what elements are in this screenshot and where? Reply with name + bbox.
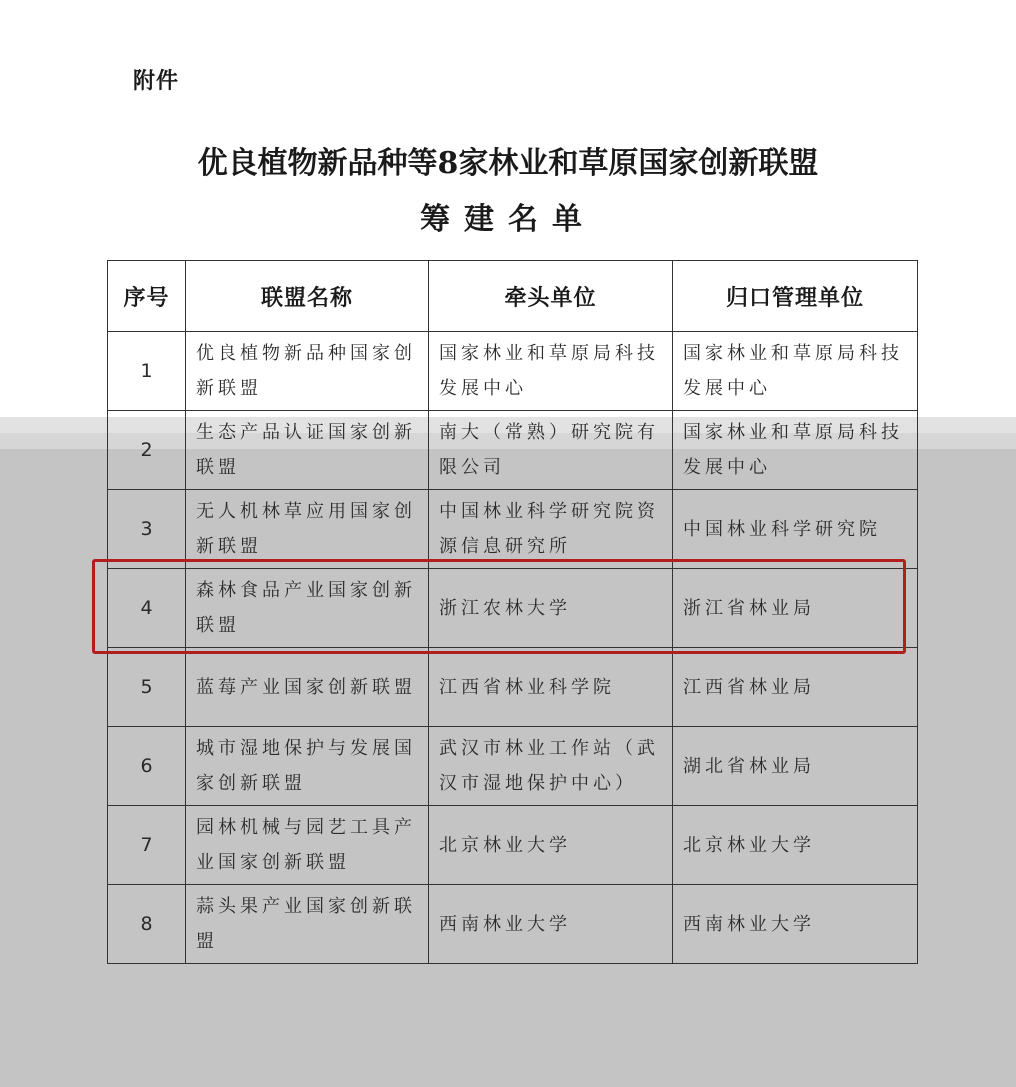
- alliance-name: 森林食品产业国家创新联盟: [186, 569, 429, 648]
- lead-unit: 北京林业大学: [429, 806, 673, 885]
- row-index: 7: [108, 806, 186, 885]
- header-alliance-name: 联盟名称: [186, 261, 429, 332]
- alliance-name: 城市湿地保护与发展国家创新联盟: [186, 727, 429, 806]
- lead-unit: 西南林业大学: [429, 885, 673, 964]
- header-lead-unit: 牵头单位: [429, 261, 673, 332]
- table-row: [108, 411, 918, 490]
- header-admin-unit: 归口管理单位: [673, 261, 918, 332]
- admin-unit: 中国林业科学研究院: [673, 490, 918, 569]
- alliance-name: 园林机械与园艺工具产业国家创新联盟: [186, 806, 429, 885]
- admin-unit: 湖北省林业局: [673, 727, 918, 806]
- row-index: 6: [108, 727, 186, 806]
- lead-unit: 江西省林业科学院: [429, 648, 673, 727]
- attachment-label: 附件: [133, 69, 180, 94]
- admin-unit: 国家林业和草原局科技发展中心: [673, 332, 918, 411]
- table-row: [108, 727, 918, 806]
- document-subtitle: 筹建名单: [420, 202, 596, 237]
- table-row-highlighted: [108, 569, 918, 648]
- table-header-row: [108, 261, 918, 332]
- lead-unit: 南大（常熟）研究院有限公司: [429, 411, 673, 490]
- lead-unit: 国家林业和草原局科技发展中心: [429, 332, 673, 411]
- admin-unit: 浙江省林业局: [673, 569, 918, 648]
- admin-unit: 西南林业大学: [673, 885, 918, 964]
- admin-unit: 国家林业和草原局科技发展中心: [673, 411, 918, 490]
- lead-unit: 浙江农林大学: [429, 569, 673, 648]
- table-row: [108, 648, 918, 727]
- lead-unit: 中国林业科学研究院资源信息研究所: [429, 490, 673, 569]
- lead-unit: 武汉市林业工作站（武汉市湿地保护中心）: [429, 727, 673, 806]
- alliance-name: 生态产品认证国家创新联盟: [186, 411, 429, 490]
- table-row: [108, 332, 918, 411]
- admin-unit: 江西省林业局: [673, 648, 918, 727]
- alliance-table: [107, 260, 918, 964]
- row-index: 5: [108, 648, 186, 727]
- alliance-name: 优良植物新品种国家创新联盟: [186, 332, 429, 411]
- table-row: [108, 490, 918, 569]
- admin-unit: 北京林业大学: [673, 806, 918, 885]
- alliance-name: 无人机林草应用国家创新联盟: [186, 490, 429, 569]
- table-row: [108, 885, 918, 964]
- document-title: 优良植物新品种等8家林业和草原国家创新联盟: [197, 146, 819, 181]
- alliance-name: 蓝莓产业国家创新联盟: [186, 648, 429, 727]
- row-index: 3: [108, 490, 186, 569]
- row-index: 8: [108, 885, 186, 964]
- table-row: [108, 806, 918, 885]
- row-index: 1: [108, 332, 186, 411]
- alliance-name: 蒜头果产业国家创新联盟: [186, 885, 429, 964]
- row-index: 4: [108, 569, 186, 648]
- row-index: 2: [108, 411, 186, 490]
- header-index: 序号: [108, 261, 186, 332]
